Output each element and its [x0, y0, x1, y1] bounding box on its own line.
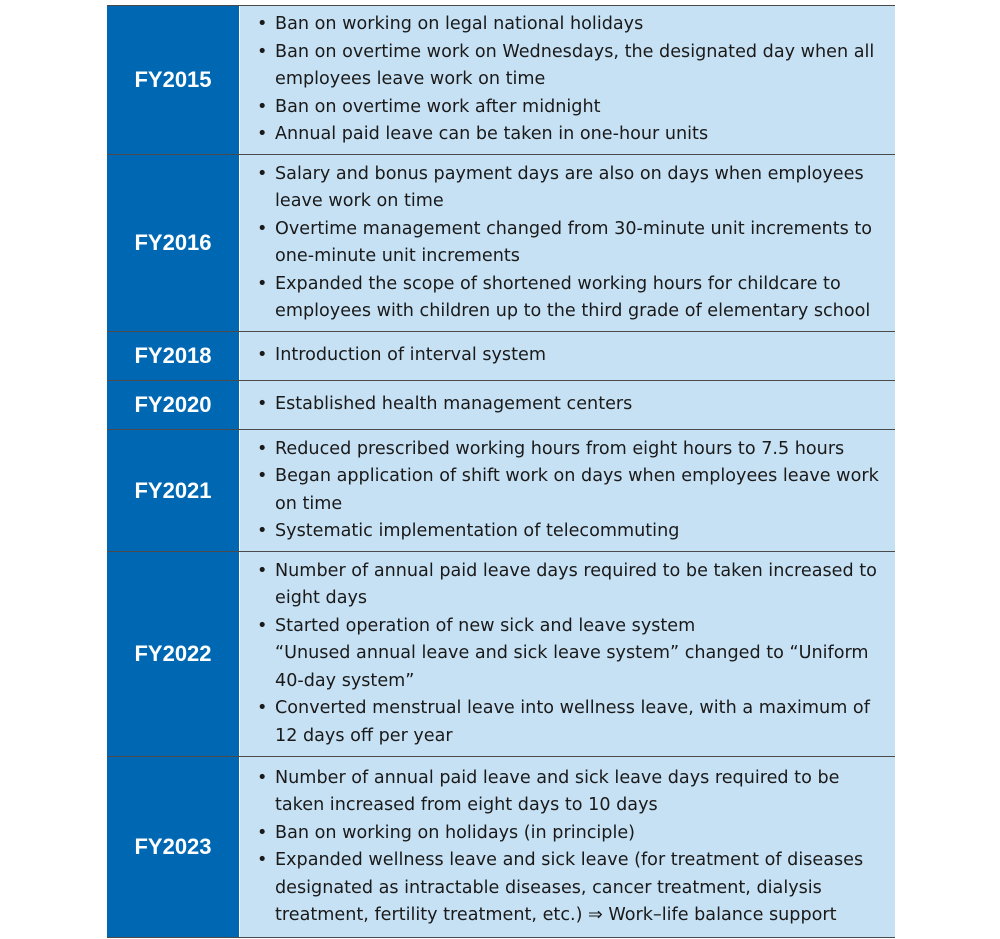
items-cell: [240, 381, 895, 429]
policy-timeline-table: [107, 5, 895, 938]
items-cell: [240, 155, 895, 331]
item-list: [257, 342, 889, 370]
item-list: [257, 161, 889, 326]
list-item: • Systematic implementation of telecommuting: [257, 518, 889, 546]
list-item: • Began application of shift work on days when employees leave work on time: [257, 463, 889, 518]
table-row: [107, 757, 895, 938]
list-item: • Established health management centers: [257, 391, 889, 419]
item-list: [257, 391, 889, 419]
list-item: • Overtime management changed from 30-minute unit increments to one-minute unit increments: [257, 216, 889, 271]
items-cell: [240, 552, 895, 756]
item-list: [257, 558, 889, 751]
year-cell: FY2023: [107, 757, 240, 937]
list-item: • Annual paid leave can be taken in one-hour units: [257, 121, 889, 149]
list-item: • Ban on working on legal national holidays: [257, 11, 889, 39]
list-item: • Reduced prescribed working hours from eight hours to 7.5 hours: [257, 436, 889, 464]
items-cell: [240, 332, 895, 380]
list-item: • Salary and bonus payment days are also on days when employees leave work on time: [257, 161, 889, 216]
year-cell: FY2016: [107, 155, 240, 331]
table-row: [107, 430, 895, 552]
items-cell: [240, 6, 895, 154]
year-cell: FY2020: [107, 381, 240, 429]
table-row: [107, 381, 895, 430]
list-item: • Started operation of new sick and leave system: [257, 613, 889, 641]
list-item: • Number of annual paid leave and sick leave days required to be taken increased from eight days to 10 days: [257, 765, 889, 820]
list-item: • Expanded the scope of shortened working hours for childcare to employees with children up to the third grade of elementary school: [257, 271, 889, 326]
list-item: • Introduction of interval system: [257, 342, 889, 370]
table-row: [107, 332, 895, 381]
item-list: [257, 765, 889, 930]
table-row: [107, 552, 895, 757]
list-item: • Ban on working on holidays (in principle): [257, 820, 889, 848]
table-row: [107, 155, 895, 332]
year-cell: FY2022: [107, 552, 240, 756]
year-cell: FY2015: [107, 6, 240, 154]
item-list: [257, 11, 889, 149]
list-item: “Unused annual leave and sick leave system” changed to “Uniform 40-day system”: [275, 643, 869, 691]
list-item: • Expanded wellness leave and sick leave (for treatment of diseases designated as intractable diseases, cancer treatment, dialysis treatment, fertility treatment, etc.) ⇒ Work–life balance support: [257, 847, 889, 930]
list-item: • Number of annual paid leave days required to be taken increased to eight days: [257, 558, 889, 613]
item-list: [257, 436, 889, 546]
items-cell: [240, 757, 895, 937]
list-item: • Ban on overtime work after midnight: [257, 94, 889, 122]
year-cell: FY2021: [107, 430, 240, 551]
list-item: • Ban on overtime work on Wednesdays, the designated day when all employees leave work on time: [257, 39, 889, 94]
year-cell: FY2018: [107, 332, 240, 380]
list-item: • Converted menstrual leave into wellness leave, with a maximum of 12 days off per year: [257, 695, 889, 750]
table-row: [107, 6, 895, 155]
items-cell: [240, 430, 895, 551]
